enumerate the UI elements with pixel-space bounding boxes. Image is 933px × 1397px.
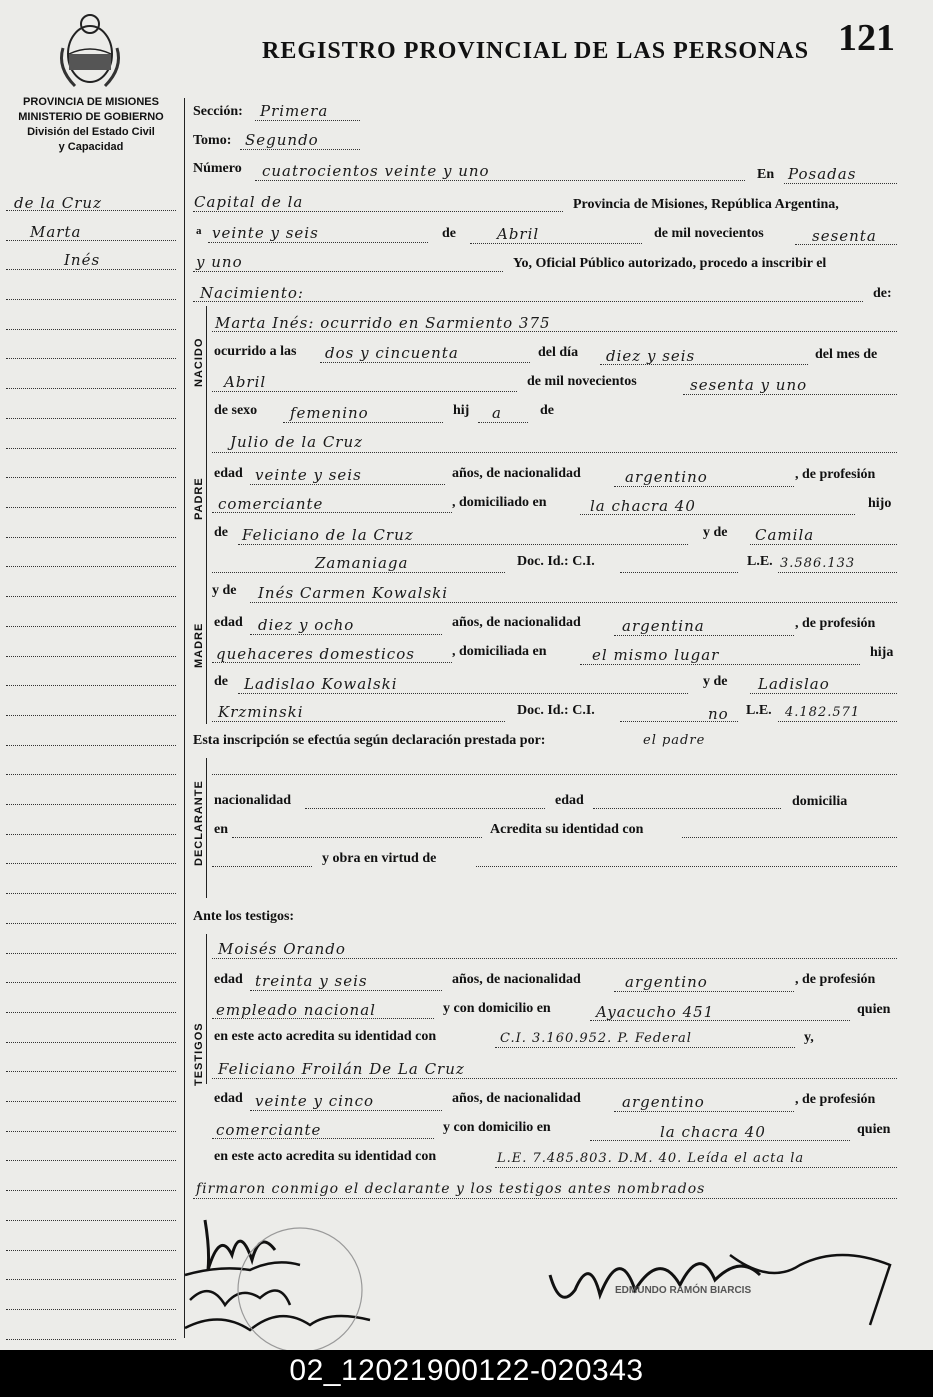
dotted-rule bbox=[476, 866, 897, 867]
anio-value-2: y uno bbox=[196, 253, 243, 271]
dotted-rule bbox=[250, 634, 442, 635]
margin-rule-line bbox=[6, 923, 176, 924]
dotted-rule bbox=[212, 1078, 897, 1079]
dotted-rule bbox=[305, 808, 545, 809]
side-label-padre: PADRE bbox=[193, 477, 205, 520]
dotted-rule bbox=[212, 572, 505, 573]
section-bracket-nacido bbox=[206, 306, 207, 428]
dotted-rule bbox=[614, 486, 794, 487]
testigo1-nombre-value: Moisés Orando bbox=[218, 940, 346, 958]
document-title: REGISTRO PROVINCIAL DE LAS PERSONAS bbox=[262, 38, 810, 64]
margin-rule-line bbox=[6, 834, 176, 835]
padre-dom-label: , domiciliado en bbox=[452, 495, 547, 510]
margin-rule-line bbox=[6, 477, 176, 478]
abuela-value-2: Zamaniaga bbox=[315, 554, 409, 572]
mil-novecientos-label-2: de mil novecientos bbox=[527, 374, 637, 389]
testigo2-nac-value: argentino bbox=[622, 1093, 705, 1111]
en-label: En bbox=[757, 167, 775, 182]
dotted-rule bbox=[580, 514, 855, 515]
dotted-rule bbox=[212, 866, 312, 867]
anio-value-3: sesenta y uno bbox=[690, 376, 808, 394]
numero-label: Número bbox=[193, 161, 242, 176]
dotted-rule bbox=[255, 120, 360, 121]
section-bracket-madre bbox=[206, 578, 207, 724]
abuelo-de-label: de bbox=[214, 525, 228, 540]
ante-testigos-label: Ante los testigos: bbox=[193, 909, 295, 924]
margin-note-surname: de la Cruz bbox=[14, 194, 102, 212]
mes-value: Abril bbox=[497, 225, 540, 243]
madre-edad-value: diez y ocho bbox=[258, 616, 355, 634]
margin-rule-line bbox=[6, 982, 176, 983]
padre-nombre-value: Julio de la Cruz bbox=[230, 433, 364, 451]
padre-le-value: 3.586.133 bbox=[780, 556, 856, 571]
testigo1-id-value: C.I. 3.160.952. P. Federal bbox=[500, 1031, 692, 1046]
side-label-declarante: DECLARANTE bbox=[193, 780, 205, 866]
margin-rule-line bbox=[6, 1012, 176, 1013]
dotted-rule bbox=[255, 180, 745, 181]
dotted-rule bbox=[590, 1140, 850, 1141]
hijo-label: hijo bbox=[868, 496, 892, 511]
margin-rule-line bbox=[6, 1190, 176, 1191]
side-label-nacido: NACIDO bbox=[193, 337, 205, 387]
del-dia-label: del día bbox=[538, 345, 579, 360]
dotted-rule bbox=[238, 693, 688, 694]
margin-rule-line bbox=[6, 656, 176, 657]
org-line-1: PROVINCIA DE MISIONES bbox=[23, 96, 159, 108]
numero-value: cuatrocientos veinte y uno bbox=[262, 162, 490, 180]
dotted-rule bbox=[208, 242, 428, 243]
dotted-rule bbox=[250, 1110, 442, 1111]
margin-rule-line bbox=[6, 1101, 176, 1102]
dotted-rule bbox=[250, 990, 442, 991]
testigo2-id-value: L.E. 7.485.803. D.M. 40. Leída el acta la bbox=[497, 1151, 805, 1166]
margin-rule-line bbox=[6, 358, 176, 359]
dotted-rule bbox=[320, 362, 530, 363]
margin-rule-line bbox=[6, 566, 176, 567]
madre-le-label: L.E. bbox=[746, 703, 772, 718]
dotted-rule bbox=[250, 484, 445, 485]
dotted-rule bbox=[620, 572, 738, 573]
dotted-rule bbox=[784, 183, 897, 184]
dotted-rule bbox=[240, 149, 360, 150]
org-line-3: División del Estado Civil bbox=[27, 126, 155, 138]
en-value: Posadas bbox=[788, 165, 857, 183]
section-bracket-declarante bbox=[206, 758, 207, 898]
mes-value-2: Abril bbox=[224, 373, 267, 391]
padre-edad-value: veinte y seis bbox=[255, 466, 362, 484]
margin-rule bbox=[184, 98, 185, 1338]
abuela-m-value-2: Krzminski bbox=[218, 703, 304, 721]
abuela-m-value: Ladislao bbox=[758, 675, 830, 693]
dotted-rule bbox=[212, 774, 897, 775]
testigo1-acredita-label: en este acto acredita su identidad con bbox=[214, 1029, 437, 1044]
margin-rule-line bbox=[6, 507, 176, 508]
mil-novecientos-label: de mil novecientos bbox=[654, 226, 764, 241]
madre-y-de-label: y de bbox=[212, 583, 237, 598]
dotted-rule bbox=[750, 544, 897, 545]
testigo1-quien-label: quien bbox=[857, 1002, 891, 1017]
dotted-rule bbox=[232, 837, 482, 838]
padre-doc-label: Doc. Id.: C.I. bbox=[517, 554, 595, 569]
de-colon-label: de: bbox=[873, 286, 892, 301]
dotted-rule bbox=[683, 394, 897, 395]
declaracion-label: Esta inscripción se efectúa según declaración prestada por: bbox=[193, 733, 546, 748]
dotted-rule bbox=[212, 721, 505, 722]
testigo1-y-label: y, bbox=[804, 1030, 814, 1045]
madre-le-value: 4.182.571 bbox=[785, 705, 861, 720]
issuing-office bbox=[6, 95, 176, 155]
padre-prof-label: , de profesión bbox=[795, 467, 876, 482]
officer-stamp: EDMUNDO RAMÓN BIARCIS bbox=[615, 1285, 752, 1296]
margin-rule-line bbox=[6, 1071, 176, 1072]
dotted-rule bbox=[750, 693, 897, 694]
padre-dom-value: la chacra 40 bbox=[590, 497, 696, 515]
section-bracket-padre bbox=[206, 428, 207, 578]
hora-value: dos y cincuenta bbox=[325, 344, 459, 362]
testigo1-edad-value: treinta y seis bbox=[255, 972, 368, 990]
folio-number: 121 bbox=[838, 17, 895, 59]
hija-label: hija bbox=[870, 645, 894, 660]
testigo2-prof-label: , de profesión bbox=[795, 1092, 876, 1107]
testigo2-prof-value: comerciante bbox=[216, 1121, 322, 1139]
testigo1-nac-value: argentino bbox=[625, 973, 708, 991]
dotted-rule bbox=[478, 422, 528, 423]
dotted-rule bbox=[212, 662, 452, 663]
dotted-rule bbox=[682, 837, 897, 838]
padre-prof-value: comerciante bbox=[218, 495, 324, 513]
margin-rule-line bbox=[6, 1279, 176, 1280]
margin-rule-line bbox=[6, 745, 176, 746]
madre-dom-label: , domiciliada en bbox=[452, 644, 547, 659]
dotted-rule bbox=[470, 243, 642, 244]
tomo-value: Segundo bbox=[245, 131, 319, 149]
abuelo-value: Feliciano de la Cruz bbox=[242, 526, 414, 544]
a-value: veinte y seis bbox=[212, 224, 319, 242]
madre-prof-label: , de profesión bbox=[795, 616, 876, 631]
de-sexo-label: de sexo bbox=[214, 403, 258, 418]
margin-note-second-name: Inés bbox=[64, 251, 101, 269]
margin-rule-line bbox=[6, 1309, 176, 1310]
scan-id-footer bbox=[0, 1350, 933, 1397]
dotted-rule bbox=[495, 1167, 897, 1168]
domicilia-label: domicilia bbox=[792, 794, 848, 809]
testigo2-quien-label: quien bbox=[857, 1122, 891, 1137]
madre-prof-value: quehaceres domesticos bbox=[216, 645, 415, 663]
testigo1-prof-label: , de profesión bbox=[795, 972, 876, 987]
margin-rule-line bbox=[6, 299, 176, 300]
margin-rule-line bbox=[6, 774, 176, 775]
margin-rule-line bbox=[6, 715, 176, 716]
padre-le-label: L.E. bbox=[747, 554, 773, 569]
dotted-rule bbox=[283, 422, 443, 423]
dotted-rule bbox=[238, 544, 688, 545]
de-label-2: de bbox=[540, 403, 554, 418]
testigo2-edad-value: veinte y cinco bbox=[255, 1092, 375, 1110]
acto-value: Nacimiento: bbox=[200, 284, 304, 302]
dotted-rule bbox=[593, 808, 781, 809]
margin-rule-line bbox=[6, 953, 176, 954]
madre-doc-label: Doc. Id.: C.I. bbox=[517, 703, 595, 718]
dotted-rule bbox=[212, 331, 897, 332]
testigo1-dom-value: Ayacucho 451 bbox=[596, 1003, 715, 1021]
margin-rule-line bbox=[6, 804, 176, 805]
dotted-rule bbox=[212, 1138, 434, 1139]
madre-nac-value: argentina bbox=[622, 617, 705, 635]
margin-rule-line bbox=[6, 1339, 176, 1340]
testigo2-edad-label: edad bbox=[214, 1091, 243, 1106]
margin-rule-line bbox=[6, 537, 176, 538]
dotted-rule bbox=[212, 1018, 434, 1019]
dotted-rule bbox=[614, 1111, 794, 1112]
dotted-rule bbox=[614, 991, 794, 992]
side-label-testigos: TESTIGOS bbox=[193, 1022, 205, 1086]
margin-rule-line bbox=[6, 626, 176, 627]
margin-rule-line bbox=[6, 596, 176, 597]
dotted-rule bbox=[193, 211, 563, 212]
margin-rule-line bbox=[6, 1131, 176, 1132]
dotted-rule bbox=[778, 721, 897, 722]
witness-signatures bbox=[180, 1210, 400, 1350]
abuela-y-de-label: y de bbox=[703, 525, 728, 540]
testigo1-edad-label: edad bbox=[214, 972, 243, 987]
hij-label: hij bbox=[453, 403, 470, 418]
dotted-rule bbox=[212, 452, 897, 453]
hij-value: a bbox=[492, 404, 502, 422]
coat-of-arms-emblem bbox=[55, 8, 125, 92]
margin-note-first-name: Marta bbox=[30, 223, 82, 241]
testigo2-nac-label: años, de nacionalidad bbox=[452, 1091, 581, 1106]
abuelo-m-de-label: de bbox=[214, 674, 228, 689]
margin-rule-line bbox=[6, 269, 176, 270]
margin-rule-line bbox=[6, 1250, 176, 1251]
nacionalidad-label: nacionalidad bbox=[214, 793, 292, 808]
seccion-label: Sección: bbox=[193, 104, 243, 119]
abuelo-m-value: Ladislao Kowalski bbox=[244, 675, 398, 693]
dotted-rule bbox=[795, 244, 897, 245]
de-label: de bbox=[442, 226, 456, 241]
provincia-label: Provincia de Misiones, República Argentina, bbox=[573, 197, 839, 212]
acredita-label: Acredita su identidad con bbox=[490, 822, 644, 837]
margin-rule-line bbox=[6, 863, 176, 864]
anio-value: sesenta bbox=[812, 227, 877, 245]
padre-nac-value: argentino bbox=[625, 468, 708, 486]
declarante-edad-label: edad bbox=[555, 793, 584, 808]
tomo-label: Tomo: bbox=[193, 133, 232, 148]
capital-value: Capital de la bbox=[194, 193, 304, 211]
margin-rule-line bbox=[6, 329, 176, 330]
ocurrido-label: ocurrido a las bbox=[214, 344, 297, 359]
obra-virtud-label: y obra en virtud de bbox=[322, 851, 437, 866]
margin-rule-line bbox=[6, 685, 176, 686]
testigo2-dom-value: la chacra 40 bbox=[660, 1123, 766, 1141]
closing-text: firmaron conmigo el declarante y los testigos antes nombrados bbox=[196, 1181, 706, 1197]
dotted-rule bbox=[600, 364, 808, 365]
padre-edad-label: edad bbox=[214, 466, 243, 481]
dotted-rule bbox=[193, 301, 863, 302]
dotted-rule bbox=[250, 602, 897, 603]
yo-oficial-label: Yo, Oficial Público autorizado, procedo a inscribir el bbox=[513, 256, 827, 271]
section-bracket-testigos bbox=[206, 934, 207, 1084]
dotted-rule bbox=[580, 664, 860, 665]
madre-dom-value: el mismo lugar bbox=[592, 646, 720, 664]
madre-nac-label: años, de nacionalidad bbox=[452, 615, 581, 630]
dotted-rule bbox=[590, 1020, 850, 1021]
dotted-rule bbox=[614, 635, 794, 636]
org-line-2: MINISTERIO DE GOBIERNO bbox=[18, 111, 164, 123]
margin-rule-line bbox=[6, 448, 176, 449]
declarante-value: el padre bbox=[643, 733, 706, 748]
dotted-rule bbox=[778, 572, 897, 573]
testigo2-dom-label: y con domicilio en bbox=[443, 1120, 551, 1135]
madre-edad-label: edad bbox=[214, 615, 243, 630]
padre-nac-label: años, de nacionalidad bbox=[452, 466, 581, 481]
dotted-rule bbox=[212, 512, 452, 513]
testigo1-nac-label: años, de nacionalidad bbox=[452, 972, 581, 987]
margin-rule-line bbox=[6, 893, 176, 894]
declarante-en-label: en bbox=[214, 822, 228, 837]
dotted-rule bbox=[193, 1198, 897, 1199]
abuela-m-y-de-label: y de bbox=[703, 674, 728, 689]
seccion-value: Primera bbox=[260, 102, 329, 120]
nombre-value: Marta Inés: ocurrido en Sarmiento 375 bbox=[215, 314, 551, 332]
sexo-value: femenino bbox=[290, 404, 369, 422]
dia-value: diez y seis bbox=[606, 347, 696, 365]
dotted-rule bbox=[495, 1047, 795, 1048]
testigo1-dom-label: y con domicilio en bbox=[443, 1001, 551, 1016]
del-mes-label: del mes de bbox=[815, 347, 878, 362]
margin-rule-line bbox=[6, 1220, 176, 1221]
testigo2-acredita-label: en este acto acredita su identidad con bbox=[214, 1149, 437, 1164]
dotted-rule bbox=[212, 391, 517, 392]
margin-rule-line bbox=[6, 418, 176, 419]
scan-id: 02_12021900122-020343 bbox=[289, 1354, 644, 1387]
abuela-value: Camila bbox=[755, 526, 815, 544]
org-line-4: y Capacidad bbox=[58, 141, 124, 153]
madre-nombre-value: Inés Carmen Kowalski bbox=[258, 584, 449, 602]
a-label: a bbox=[196, 225, 202, 237]
margin-rule-line bbox=[6, 388, 176, 389]
testigo1-prof-value: empleado nacional bbox=[216, 1001, 376, 1019]
dotted-rule bbox=[620, 721, 738, 722]
testigo2-nombre-value: Feliciano Froilán De La Cruz bbox=[218, 1060, 465, 1078]
margin-rule-line bbox=[6, 1160, 176, 1161]
side-label-madre: MADRE bbox=[193, 622, 205, 668]
dotted-rule bbox=[193, 271, 503, 272]
madre-doc-value: no bbox=[708, 705, 729, 723]
dotted-rule bbox=[212, 958, 897, 959]
margin-rule-line bbox=[6, 1042, 176, 1043]
